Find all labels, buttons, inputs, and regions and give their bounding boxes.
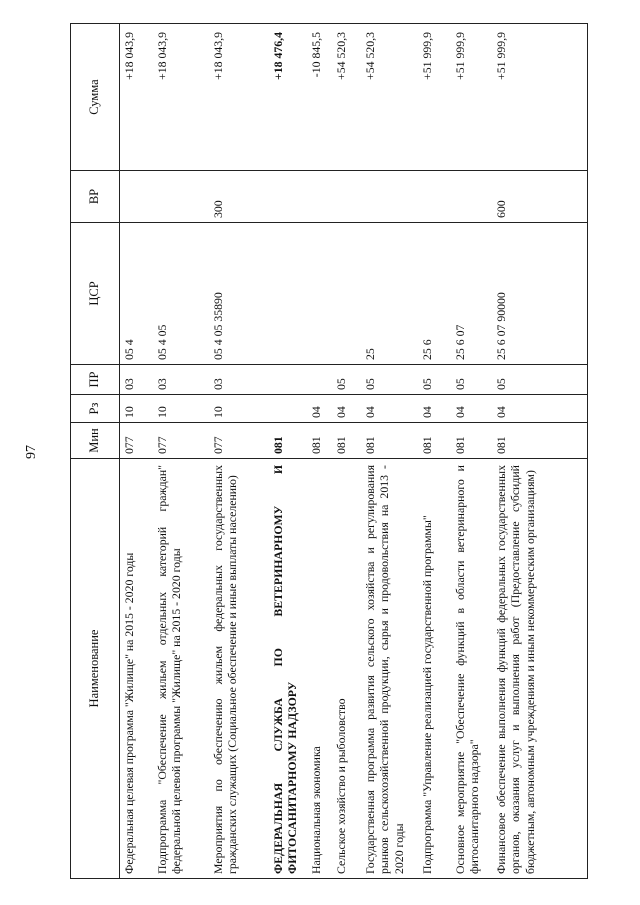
cell-rz: 04 — [451, 395, 492, 423]
cell-pr: 03 — [120, 365, 153, 395]
cell-vr — [418, 171, 451, 223]
col-header-csr: ЦСР — [71, 223, 120, 365]
table-row — [209, 24, 269, 879]
page-number: 97 — [24, 445, 39, 459]
rotated-page — [60, 0, 605, 905]
table-row — [307, 24, 332, 879]
cell-min: 081 — [269, 423, 307, 459]
cell-rz: 04 — [361, 395, 418, 423]
cell-min: 077 — [120, 423, 153, 459]
col-header-min: Мин — [71, 423, 120, 459]
cell-sum: +18 043,9 — [120, 24, 153, 171]
cell-sum: +18 043,9 — [209, 24, 269, 171]
table-row — [269, 24, 307, 879]
table-row — [361, 24, 418, 879]
cell-pr: 05 — [418, 365, 451, 395]
cell-sum: +54 520,3 — [332, 24, 361, 171]
cell-min: 081 — [418, 423, 451, 459]
cell-sum: -10 845,5 — [307, 24, 332, 171]
cell-csr: 05 4 — [120, 223, 153, 365]
table-row — [451, 24, 492, 879]
cell-vr: 300 — [209, 171, 269, 223]
col-header-rz: Рз — [71, 395, 120, 423]
budget-table — [70, 23, 588, 879]
cell-pr: 05 — [361, 365, 418, 395]
cell-rz: 10 — [153, 395, 209, 423]
cell-name: Финансовое обеспечение выполнения функций федеральных государственных органов, оказания услуг и выполнения работ (Предоставление субсидий бюджетным, автономным учреждениям и иным некоммерческим организациям) — [492, 459, 588, 879]
cell-sum: +51 999,9 — [451, 24, 492, 171]
cell-name: Национальная экономика — [307, 459, 332, 879]
cell-vr — [269, 171, 307, 223]
cell-min: 081 — [451, 423, 492, 459]
cell-pr: 05 — [492, 365, 588, 395]
cell-name: Государственная программа развития сельского хозяйства и регулирования рынков сельскохозяйственной продукции, сырья и продовольствия на 2013 - 2020 годы — [361, 459, 418, 879]
cell-rz: 04 — [332, 395, 361, 423]
cell-csr: 25 6 — [418, 223, 451, 365]
cell-vr: 600 — [492, 171, 588, 223]
table-row — [153, 24, 209, 879]
cell-min: 081 — [492, 423, 588, 459]
table-header-row — [71, 24, 120, 879]
cell-sum: +51 999,9 — [492, 24, 588, 171]
cell-vr — [361, 171, 418, 223]
cell-pr — [307, 365, 332, 395]
cell-name: ФЕДЕРАЛЬНАЯ СЛУЖБА ПО ВЕТЕРИНАРНОМУ И ФИТОСАНИТАРНОМУ НАДЗОРУ — [269, 459, 307, 879]
cell-vr — [332, 171, 361, 223]
cell-name: Сельское хозяйство и рыболовство — [332, 459, 361, 879]
table-row — [492, 24, 588, 879]
cell-csr: 05 4 05 35890 — [209, 223, 269, 365]
table-row — [418, 24, 451, 879]
cell-sum: +18 476,4 — [269, 24, 307, 171]
col-header-pr: ПР — [71, 365, 120, 395]
cell-min: 077 — [209, 423, 269, 459]
cell-name: Мероприятия по обеспечению жильем федеральных государственных гражданских служащих (Социальное обеспечение и иные выплаты населению) — [209, 459, 269, 879]
col-header-name: Наименование — [71, 459, 120, 879]
cell-csr — [332, 223, 361, 365]
cell-sum: +18 043,9 — [153, 24, 209, 171]
cell-rz: 10 — [120, 395, 153, 423]
cell-csr — [269, 223, 307, 365]
col-header-vr: ВР — [71, 171, 120, 223]
cell-min: 081 — [361, 423, 418, 459]
cell-min: 077 — [153, 423, 209, 459]
table-row — [332, 24, 361, 879]
cell-min: 081 — [307, 423, 332, 459]
cell-pr — [269, 365, 307, 395]
cell-vr — [153, 171, 209, 223]
cell-sum: +54 520,3 — [361, 24, 418, 171]
cell-rz: 04 — [492, 395, 588, 423]
cell-rz: 04 — [418, 395, 451, 423]
cell-name: Основное мероприятие "Обеспечение функций в области ветеринарного и фитосанитарного надзора" — [451, 459, 492, 879]
cell-vr — [307, 171, 332, 223]
cell-min: 081 — [332, 423, 361, 459]
col-header-sum: Сумма — [71, 24, 120, 171]
cell-rz: 10 — [209, 395, 269, 423]
table-row — [120, 24, 153, 879]
cell-name: Федеральная целевая программа "Жилище" на 2015 - 2020 годы — [120, 459, 153, 879]
cell-vr — [120, 171, 153, 223]
cell-csr: 25 6 07 — [451, 223, 492, 365]
cell-pr: 05 — [451, 365, 492, 395]
cell-vr — [451, 171, 492, 223]
cell-pr: 05 — [332, 365, 361, 395]
cell-rz: 04 — [307, 395, 332, 423]
cell-csr: 05 4 05 — [153, 223, 209, 365]
cell-pr: 03 — [209, 365, 269, 395]
cell-csr: 25 6 07 90000 — [492, 223, 588, 365]
cell-sum: +51 999,9 — [418, 24, 451, 171]
cell-name: Подпрограмма "Обеспечение жильем отдельных категорий граждан" федеральной целевой программы "Жилище" на 2015 - 2020 годы — [153, 459, 209, 879]
cell-rz — [269, 395, 307, 423]
cell-csr: 25 — [361, 223, 418, 365]
cell-pr: 03 — [153, 365, 209, 395]
cell-csr — [307, 223, 332, 365]
cell-name: Подпрограмма "Управление реализацией государственной программы" — [418, 459, 451, 879]
